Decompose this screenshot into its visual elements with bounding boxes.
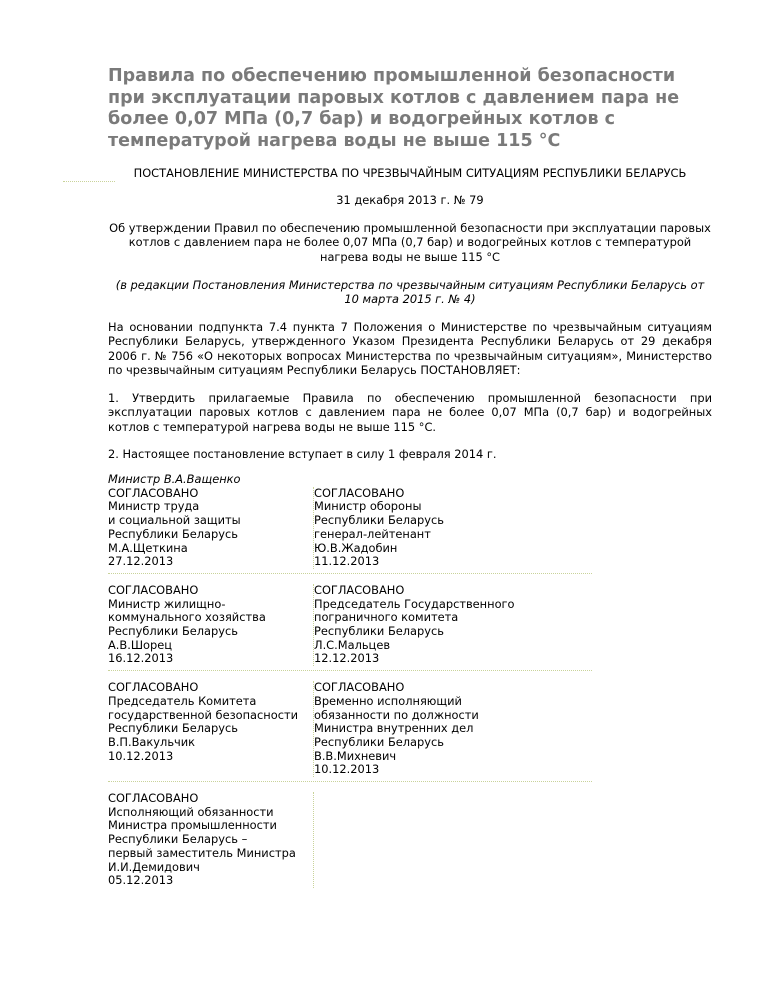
preamble: На основании подпункта 7.4 пункта 7 Положения о Министерстве по чрезвычайным ситуациям Республики Беларусь, утвержденного Указом Президента Республики Беларусь от 29 декабря 2006 г. № 756 «О некоторых вопросах Министерства по чрезвычайным ситуациям», Министерство по чрезвычайным ситуациям Республики Беларусь ПОСТАНОВЛЯЕТ: — [108, 320, 712, 378]
approval-line: СОГЛАСОВАНО — [314, 680, 405, 695]
approval-line: М.А.Щеткина — [108, 540, 188, 555]
approval-line: Республики Беларусь — [314, 513, 444, 528]
approval-line: Республики Беларусь – — [108, 832, 248, 847]
document-title: Правила по обеспечению промышленной безопасности при эксплуатации паровых котлов с давлением пара не более 0,07 МПа (0,7 бар) и водогрейных котлов с температурой нагрева воды не выше 115 °С — [108, 66, 680, 151]
approval-line: Министр труда — [108, 499, 200, 514]
approval-line: Министр обороны — [314, 499, 422, 514]
approval-line: СОГЛАСОВАНО — [108, 791, 199, 806]
approval-line: В.П.Вакульчик — [108, 734, 196, 749]
approval-block — [314, 487, 592, 569]
minister-signature: Министр В.А.Ващенко — [108, 472, 241, 486]
approval-line: Республики Беларусь — [314, 734, 444, 749]
approval-line: 11.12.2013 — [314, 554, 380, 569]
approval-line: Председатель Комитета — [108, 693, 257, 708]
approval-line: Министра внутренних дел — [314, 721, 474, 736]
approval-line: Республики Беларусь — [108, 624, 238, 639]
approval-line: СОГЛАСОВАНО — [314, 582, 405, 597]
row-divider — [108, 670, 592, 671]
approval-line: СОГЛАСОВАНО — [108, 680, 199, 695]
approval-line: 12.12.2013 — [314, 651, 380, 666]
approval-line: 27.12.2013 — [108, 554, 174, 569]
approval-line: 10.12.2013 — [108, 748, 174, 763]
divider — [63, 181, 115, 182]
approval-row — [108, 584, 592, 666]
approval-line: Республики Беларусь — [108, 721, 238, 736]
approval-row — [108, 792, 592, 888]
approval-line: Председатель Государственного — [314, 596, 515, 611]
issuer-line: ПОСТАНОВЛЕНИЕ МИНИСТЕРСТВА ПО ЧРЕЗВЫЧАЙНЫМ СИТУАЦИЯМ РЕСПУБЛИКИ БЕЛАРУСЬ — [133, 166, 687, 180]
approval-line: Временно исполняющий — [314, 693, 462, 708]
row-divider — [108, 781, 592, 782]
approval-line: Республики Беларусь — [108, 526, 238, 541]
approval-line: Министра промышленности — [108, 818, 277, 833]
approval-line: А.В.Шорец — [108, 637, 172, 652]
approval-line: обязанности по должности — [314, 707, 479, 722]
approval-block — [108, 487, 314, 569]
approval-block-empty — [314, 792, 592, 888]
approval-line: СОГЛАСОВАНО — [108, 485, 199, 500]
approval-line: генерал-лейтенант — [314, 526, 431, 541]
row-divider — [108, 573, 592, 574]
approval-block — [108, 584, 314, 666]
approval-line: государственной безопасности — [108, 707, 299, 722]
approval-block — [108, 792, 314, 888]
approval-line: пограничного комитета — [314, 610, 459, 625]
approval-block — [314, 681, 592, 777]
approval-row — [108, 487, 592, 569]
date-number: 31 декабря 2013 г. № 79 — [336, 193, 484, 207]
approval-block — [108, 681, 314, 777]
approval-row — [108, 681, 592, 777]
approval-line: Республики Беларусь — [314, 624, 444, 639]
approval-line: и социальной защиты — [108, 513, 241, 528]
approval-line: В.В.Михневич — [314, 748, 397, 763]
approval-line: Министр жилищно- — [108, 596, 226, 611]
subject: Об утверждении Правил по обеспечению промышленной безопасности при эксплуатации паровых котлов с давлением пара не более 0,07 МПа (0,7 бар) и водогрейных котлов с температурой нагрева воды не выше 115 °С — [109, 221, 711, 264]
approval-line: Л.С.Мальцев — [314, 637, 391, 652]
approval-line: 05.12.2013 — [108, 873, 174, 888]
approval-line: Ю.В.Жадобин — [314, 540, 398, 555]
approval-line: И.И.Демидович — [108, 859, 200, 874]
edition-note: (в редакции Постановления Министерства по чрезвычайным ситуациям Республики Беларусь от 10 марта 2015 г. № 4) — [115, 278, 705, 307]
item-2: 2. Настоящее постановление вступает в силу 1 февраля 2014 г. — [108, 447, 497, 461]
approval-line: СОГЛАСОВАНО — [314, 485, 405, 500]
approval-line: Исполняющий обязанности — [108, 804, 274, 819]
approval-line: первый заместитель Министра — [108, 845, 296, 860]
approval-line: 10.12.2013 — [314, 762, 380, 777]
approval-line: СОГЛАСОВАНО — [108, 582, 199, 597]
approvals-table — [108, 473, 592, 888]
approval-block — [314, 584, 592, 666]
approval-line: 16.12.2013 — [108, 651, 174, 666]
approval-line: коммунального хозяйства — [108, 610, 266, 625]
item-1: 1. Утвердить прилагаемые Правила по обеспечению промышленной безопасности при эксплуатации паровых котлов с давлением пара не более 0,07 МПа (0,7 бар) и водогрейных котлов с температурой нагрева воды не выше 115 °С. — [108, 391, 712, 434]
